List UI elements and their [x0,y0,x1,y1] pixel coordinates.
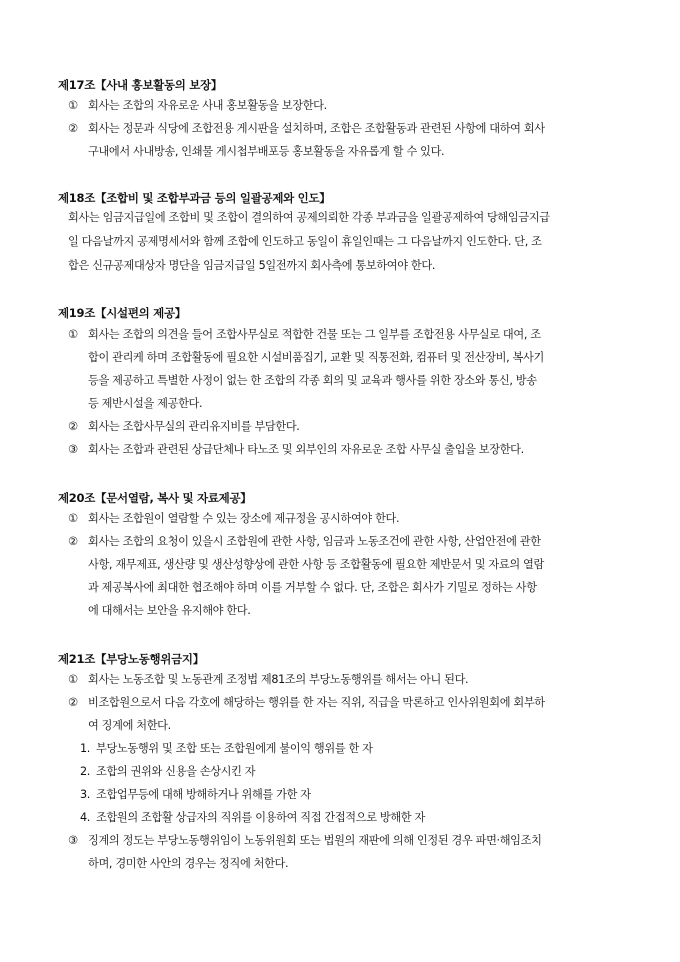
item-number: ② [68,535,78,548]
article-18-heading: 제18조【조합비 및 조합부과금 등의 일괄공제와 인도】 [58,191,331,205]
item-text: 비조합원으로서 다음 각호에 해당하는 행위를 한 자는 직위, 직급을 막론하고 인사위원회에 회부하 [88,696,545,709]
item-text: 등을 제공하고 특별한 사정이 없는 한 조합의 각종 회의 및 교육과 행사를 위한 장소와 통신, 방송 [88,374,537,387]
item-text: 회사는 조합사무실의 관리유지비를 부담한다. [88,420,300,433]
article-18-body-line: 회사는 임금지급일에 조합비 및 조합이 결의하여 공제의뢰한 각종 부과금을 일괄공제하여 당해임금지급 [68,211,550,224]
item-text: 여 징계에 처한다. [88,719,171,732]
article-20-heading: 제20조【문서열람, 복사 및 자료제공】 [58,491,252,505]
item-number: ② [68,696,78,709]
article-21-heading: 제21조【부당노동행위금지】 [58,652,204,666]
item-text: 회사는 조합원이 열람할 수 있는 장소에 제규정을 공시하여야 한다. [88,512,400,525]
item-text: 에 대해서는 보안을 유지해야 한다. [88,604,251,617]
item-text: 회사는 정문과 식당에 조합전용 게시판을 설치하며, 조합은 조합활동과 관련된 사항에 대하여 회사 [88,122,545,135]
article-17-item-1 [68,95,668,117]
item-number: ① [68,512,78,525]
article-18-body-line: 합은 신규공제대상자 명단을 임금지급일 5일전까지 회사측에 통보하여야 한다. [68,259,436,272]
item-text: 과 제공복사에 최대한 협조해야 하며 이를 거부할 수 없다. 단, 조합은 회사가 기밀로 정하는 사항 [88,581,537,594]
subitem-number: 1. [80,742,90,755]
item-text: 구내에서 사내방송, 인쇄물 게시첩부배포등 홍보활동을 자유롭게 할 수 있다. [88,145,445,158]
item-number: ① [68,99,78,112]
item-number: ② [68,122,78,135]
article-19-heading: 제19조【시설편의 제공】 [58,306,186,320]
article-17-item-2 [68,118,668,162]
item-text: 회사는 노동조합 및 노동관계 조정법 제81조의 부당노동행위를 해서는 아니 된다. [88,673,469,686]
item-text: 등 제반시설을 제공한다. [88,397,203,410]
article-17-heading: 제17조【사내 홍보활동의 보장】 [58,78,223,92]
subitem-text: 부당노동행위 및 조합 또는 조합원에게 불이익 행위를 한 자 [96,742,373,755]
article-21-subitem-1 [80,738,660,760]
item-text: 징계의 정도는 부당노동행위임이 노동위원회 또는 법원의 재판에 의해 인정된 경우 파면·해임조치 [88,834,542,847]
article-20-item-1 [68,508,668,530]
item-text: 회사는 조합의 의견을 들어 조합사무실로 적합한 건물 또는 그 일부를 조합전용 사무실로 대여, 조 [88,328,541,341]
item-text: 회사는 조합의 자유로운 사내 홍보활동을 보장한다. [88,99,327,112]
item-number: ③ [68,834,78,847]
subitem-number: 4. [80,811,90,824]
item-number: ② [68,420,78,433]
article-19-item-3 [68,439,668,461]
item-text: 회사는 조합의 요청이 있을시 조합원에 관한 사항, 임금과 노동조건에 관한 사항, 산업안전에 관한 [88,535,541,548]
article-19-item-2 [68,416,668,438]
article-21-item-3 [68,830,668,874]
article-18-body-line: 일 다음날까지 공제명세서와 함께 조합에 인도하고 동일이 휴일인때는 그 다음날까지 인도한다. 단, 조 [68,235,542,248]
item-text: 사항, 재무제표, 생산량 및 생산성향상에 관한 사항 등 조합활동에 필요한 제반문서 및 자료의 열람 [88,558,544,571]
article-21-subitem-4 [80,807,660,829]
subitem-text: 조합원의 조합활 상급자의 직위를 이용하여 직접 간접적으로 방해한 자 [96,811,425,824]
article-21-subitem-3 [80,784,660,806]
subitem-number: 3. [80,788,90,801]
article-21-item-2 [68,692,668,736]
item-number: ① [68,673,78,686]
item-text: 하며, 경미한 사안의 경우는 정직에 처한다. [88,857,289,870]
item-number: ③ [68,443,78,456]
article-21-item-1 [68,669,668,691]
article-20-item-2 [68,531,668,623]
item-text: 회사는 조합과 관련된 상급단체나 타노조 및 외부인의 자유로운 조합 사무실 출입을 보장한다. [88,443,524,456]
article-19-item-1 [68,324,668,416]
item-text: 합이 관리케 하며 조합활동에 필요한 시설비품집기, 교환 및 직통전화, 컴퓨터 및 전산장비, 복사기 [88,351,544,364]
subitem-text: 조합업무등에 대해 방해하거나 위해를 가한 자 [96,788,311,801]
article-21-subitem-2 [80,761,660,783]
subitem-number: 2. [80,765,90,778]
subitem-text: 조합의 권위와 신용을 손상시킨 자 [96,765,256,778]
item-number: ① [68,328,78,341]
